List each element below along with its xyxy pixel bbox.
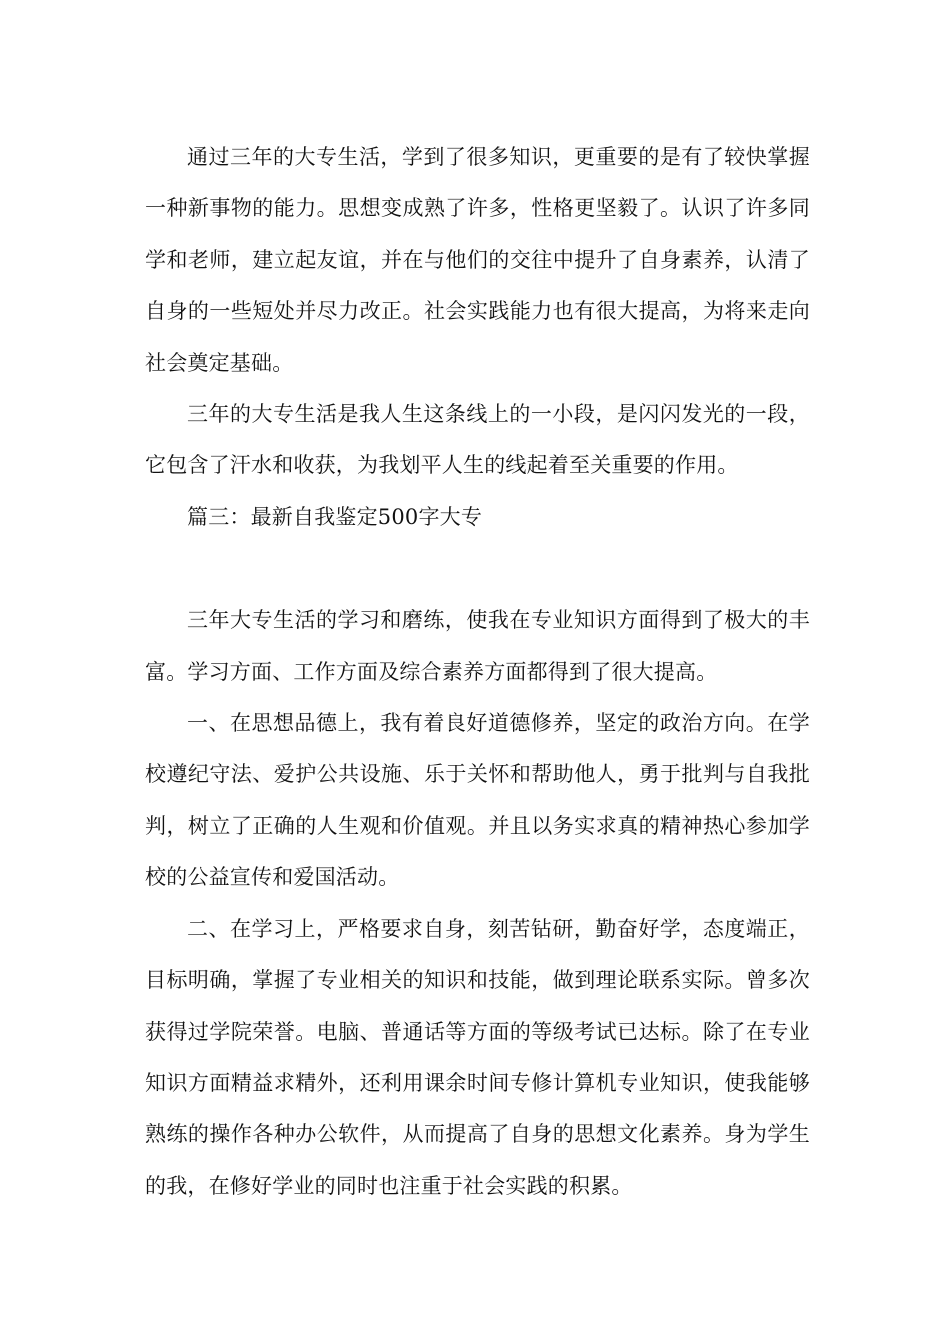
document-page <box>145 132 810 1212</box>
paragraph-academic-study: 二、在学习上，严格要求自身，刻苦钻研，勤奋好学，态度端正，目标明确，掌握了专业相关的知识和技能，做到理论联系实际。曾多次获得过学院荣誉。电脑、普通话等方面的等级考试已达标。除了在专业知识方面精益求精外，还利用课余时间专修计算机专业知识，使我能够熟练的操作各种办公软件，从而提高了自身的思想文化素养。身为学生的我，在修好学业的同时也注重于社会实践的积累。 <box>145 916 810 1198</box>
section-heading: 篇三：最新自我鉴定500字大专 <box>187 504 483 529</box>
paragraph-study-summary: 三年大专生活的学习和磨练，使我在专业知识方面得到了极大的丰富。学习方面、工作方面及综合素养方面都得到了很大提高。 <box>145 608 810 684</box>
paragraph-college-gains: 通过三年的大专生活，学到了很多知识，更重要的是有了较快掌握一种新事物的能力。思想变成熟了许多，性格更坚毅了。认识了许多同学和老师，建立起友谊，并在与他们的交往中提升了自身素养，认清了自身的一些短处并尽力改正。社会实践能力也有很大提高，为将来走向社会奠定基础。 <box>145 145 810 375</box>
paragraph-life-segment: 三年的大专生活是我人生这条线上的一小段，是闪闪发光的一段，它包含了汗水和收获，为我划平人生的线起着至关重要的作用。 <box>145 402 810 478</box>
paragraph-moral-character: 一、在思想品德上，我有着良好道德修养，坚定的政治方向。在学校遵纪守法、爱护公共设施、乐于关怀和帮助他人，勇于批判与自我批判，树立了正确的人生观和价值观。并且以务实求真的精神热心参加学校的公益宣传和爱国活动。 <box>145 711 810 890</box>
blank-line <box>145 543 810 595</box>
